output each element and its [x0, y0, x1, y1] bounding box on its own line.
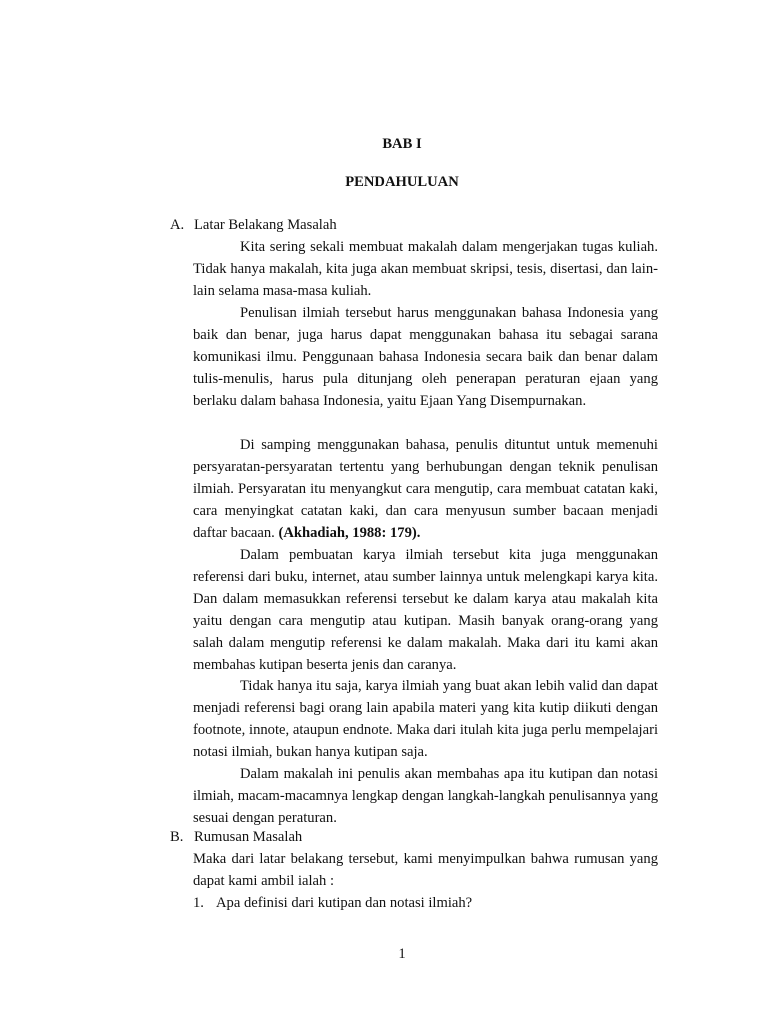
paragraph-3-citation: (Akhadiah, 1988: 179).	[278, 525, 421, 541]
section-b-title: Rumusan Masalah	[194, 829, 303, 845]
paragraph-2: Penulisan ilmiah tersebut harus menggunakan bahasa Indonesia yang baik dan benar, juga harus dapat menggunakan bahasa itu sebagai sarana komunikasi ilmu. Penggunaan bahasa Indonesia secara baik dan benar dalam tulis-menulis, harus pula ditunjang oleh penerapan peraturan ejaan yang berlaku dalam bahasa Indonesia, yaitu Ejaan Yang Disempurnakan.	[193, 305, 658, 409]
page-number: 1	[398, 946, 406, 962]
section-a-title: Latar Belakang Masalah	[194, 217, 337, 233]
paragraph-3-text: Di samping menggunakan bahasa, penulis dituntut untuk memenuhi persyaratan-persyaratan tertentu yang berhubungan dengan teknik penulisan ilmiah. Persyaratan itu menyangkut cara mengutip, cara membuat catatan kaki, cara menyingkat catatan kaki, dan cara menyusun sumber bacaan menjadi daftar bacaan.	[193, 437, 658, 541]
paragraph-5: Tidak hanya itu saja, karya ilmiah yang buat akan lebih valid dan dapat menjadi referensi bagi orang lain apabila materi yang kita kutip diikuti dengan footnote, innote, ataupun endnote. Maka dari itulah kita juga perlu mempelajari notasi ilmiah, bukan hanya kutipan saja.	[193, 678, 658, 760]
list-item-number: 1.	[193, 895, 204, 911]
chapter-heading: BAB I	[382, 136, 422, 152]
section-b-heading	[170, 826, 650, 848]
paragraph-1: Kita sering sekali membuat makalah dalam mengerjakan tugas kuliah. Tidak hanya makalah, kita juga akan membuat skripsi, tesis, disertasi, dan lain-lain selama masa-masa kuliah.	[193, 239, 658, 299]
chapter-title: PENDAHULUAN	[345, 174, 459, 190]
section-a-heading	[170, 214, 650, 236]
paragraph-4: Dalam pembuatan karya ilmiah tersebut kita juga menggunakan referensi dari buku, internet, atau sumber lainnya untuk melengkapi karya kita. Dan dalam memasukkan referensi tersebut ke dalam karya atau makalah kita yaitu dengan cara mengutip atau kutipan. Masih banyak orang-orang yang salah dalam mengutip referensi ke dalam makalah. Maka dari itu kami akan membahas kutipan beserta jenis dan caranya.	[193, 547, 658, 673]
section-b-letter: B.	[170, 829, 184, 845]
section-b-intro: Maka dari latar belakang tersebut, kami menyimpulkan bahwa rumusan yang dapat kami ambil ialah :	[193, 851, 658, 889]
list-item-text: Apa definisi dari kutipan dan notasi ilmiah?	[216, 895, 473, 911]
section-a-letter: A.	[170, 217, 185, 233]
list-item-1	[193, 892, 658, 914]
paragraph-6: Dalam makalah ini penulis akan membahas apa itu kutipan dan notasi ilmiah, macam-macamnya lengkap dengan langkah-langkah penulisannya yang sesuai dengan peraturan.	[193, 766, 658, 826]
paragraph-3	[193, 434, 658, 544]
